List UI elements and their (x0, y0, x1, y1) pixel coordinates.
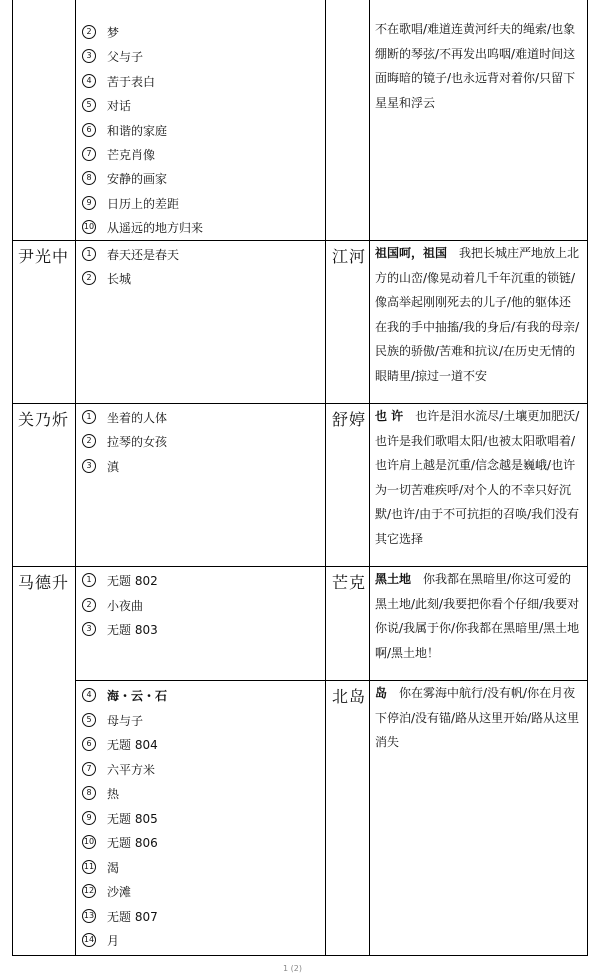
number-circle: 10 (82, 220, 96, 234)
work-title: 小夜曲 (107, 598, 144, 613)
number-circle: 4 (82, 74, 96, 88)
list-item (82, 215, 203, 239)
number-circle: 11 (82, 860, 96, 874)
list-item (82, 806, 158, 830)
number-circle: 6 (82, 123, 96, 137)
list-item (82, 732, 158, 756)
list-item (82, 93, 131, 117)
list-item (82, 757, 155, 781)
work-title: 无题 807 (107, 909, 158, 924)
list-item (82, 683, 167, 707)
work-title: 沙滩 (107, 884, 132, 899)
list-item (82, 617, 158, 641)
number-circle: 10 (82, 835, 96, 849)
table-row (12, 240, 588, 403)
number-circle: 9 (82, 196, 96, 210)
poem-title: 祖国呵，祖国 (375, 246, 448, 260)
table-row (12, 680, 588, 955)
poem-excerpt (375, 17, 583, 115)
list-item (82, 429, 167, 453)
work-title: 长城 (107, 271, 132, 286)
table-row (12, 403, 588, 566)
list-item (82, 781, 119, 805)
list-item (82, 830, 158, 854)
work-title: 月 (107, 933, 120, 948)
number-circle: 1 (82, 573, 96, 587)
list-item (82, 266, 131, 290)
number-circle: 12 (82, 884, 96, 898)
list-item (82, 118, 167, 142)
work-title: 六平方米 (107, 762, 156, 777)
number-circle: 7 (82, 147, 96, 161)
list-item (82, 904, 158, 928)
list-item (82, 69, 155, 93)
table-row (12, 566, 588, 680)
number-circle: 13 (82, 909, 96, 923)
poem-text: 不在歌唱/难道连黄河纤夫的绳索/也象绷断的琴弦/不再发出呜咽/难道时间这面晦暗的镜子/也永远背对着你/只留下星星和浮云 (375, 22, 576, 110)
list-item (82, 708, 143, 732)
poem-title: 黑土地 (375, 572, 412, 586)
list-item (82, 568, 158, 592)
number-circle: 2 (82, 598, 96, 612)
table-row (12, 0, 588, 240)
number-circle: 7 (82, 762, 96, 776)
poem-text: 你在雾海中航行/没有帆/你在月夜下停泊/没有锚/路从这里开始/路从这里消失 (375, 686, 580, 750)
number-circle: 3 (82, 49, 96, 63)
work-title: 海・云・石 (107, 688, 168, 703)
poem-text: 也许是泪水流尽/土壤更加肥沃/也许是我们歌唱太阳/也被太阳歌唱着/也许肩上越是沉重/信念越是巍峨/也许为一切苦难疾呼/对个人的不幸只好沉默/也许/由于不可抗拒的召唤/我们没有其它选择 (375, 409, 580, 546)
poet-name: 江河 (332, 247, 367, 266)
poet-name: 舒婷 (332, 410, 367, 429)
number-circle: 9 (82, 811, 96, 825)
list-item (82, 191, 179, 215)
work-title: 母与子 (107, 713, 144, 728)
work-title: 无题 804 (107, 737, 158, 752)
poem-text: 我把长城庄严地放上北方的山峦/像晃动着几千年沉重的锁链/像高举起刚刚死去的儿子/他的躯体还在我的手中抽搐/我的身后/有我的母亲/民族的骄傲/苦难和抗议/在历史无情的眼睛里/掠过一道不安 (375, 246, 580, 383)
work-title: 春天还是春天 (107, 247, 180, 262)
work-title: 安静的画家 (107, 171, 168, 186)
artist-name: 尹光中 (18, 247, 70, 266)
work-title: 无题 802 (107, 573, 158, 588)
poet-name: 芒克 (332, 573, 367, 592)
number-circle: 8 (82, 786, 96, 800)
number-circle: 2 (82, 25, 96, 39)
list-item (82, 879, 131, 903)
work-title: 对话 (107, 98, 132, 113)
number-circle: 1 (82, 410, 96, 424)
work-title: 和谐的家庭 (107, 123, 168, 138)
number-circle: 3 (82, 459, 96, 473)
work-title: 拉琴的女孩 (107, 434, 168, 449)
number-circle: 8 (82, 171, 96, 185)
poem-title: 岛 (375, 686, 388, 700)
number-circle: 2 (82, 434, 96, 448)
work-title: 日历上的差距 (107, 196, 180, 211)
number-circle: 14 (82, 933, 96, 947)
number-circle: 5 (82, 713, 96, 727)
work-title: 渴 (107, 860, 120, 875)
list-item (82, 593, 143, 617)
poem-excerpt (375, 241, 583, 389)
work-title: 无题 803 (107, 622, 158, 637)
list-item (82, 166, 167, 190)
poem-excerpt (375, 404, 583, 552)
work-title: 滇 (107, 459, 120, 474)
list-item (82, 242, 179, 266)
work-title: 坐着的人体 (107, 410, 168, 425)
poem-title: 也 许 (375, 409, 404, 423)
artist-name: 马德升 (18, 573, 70, 592)
poem-excerpt (375, 567, 583, 665)
number-circle: 6 (82, 737, 96, 751)
list-item (82, 20, 119, 44)
artist-name: 关乃炘 (18, 410, 70, 429)
number-circle: 5 (82, 98, 96, 112)
list-item (82, 454, 119, 478)
number-circle: 4 (82, 688, 96, 702)
list-item (82, 855, 119, 879)
poem-excerpt (375, 681, 583, 755)
page-number: 1 (2) (283, 964, 302, 973)
list-item (82, 44, 143, 68)
work-title: 无题 805 (107, 811, 158, 826)
list-item (82, 928, 119, 952)
list-item (82, 405, 167, 429)
work-title: 无题 806 (107, 835, 158, 850)
work-title: 梦 (107, 25, 120, 40)
work-title: 父与子 (107, 49, 144, 64)
work-title: 从遥远的地方归来 (107, 220, 204, 235)
poem-text: 你我都在黑暗里/你这可爱的黑土地/此刻/我要把你看个仔细/我要对你说/我属于你/你我都在黑暗里/黑土地啊/黑土地！ (375, 572, 580, 660)
work-title: 芒克肖像 (107, 147, 156, 162)
number-circle: 2 (82, 271, 96, 285)
number-circle: 1 (82, 247, 96, 261)
work-title: 热 (107, 786, 120, 801)
list-item (82, 142, 155, 166)
work-title: 苦于表白 (107, 74, 156, 89)
poet-name: 北岛 (332, 687, 367, 706)
number-circle: 3 (82, 622, 96, 636)
